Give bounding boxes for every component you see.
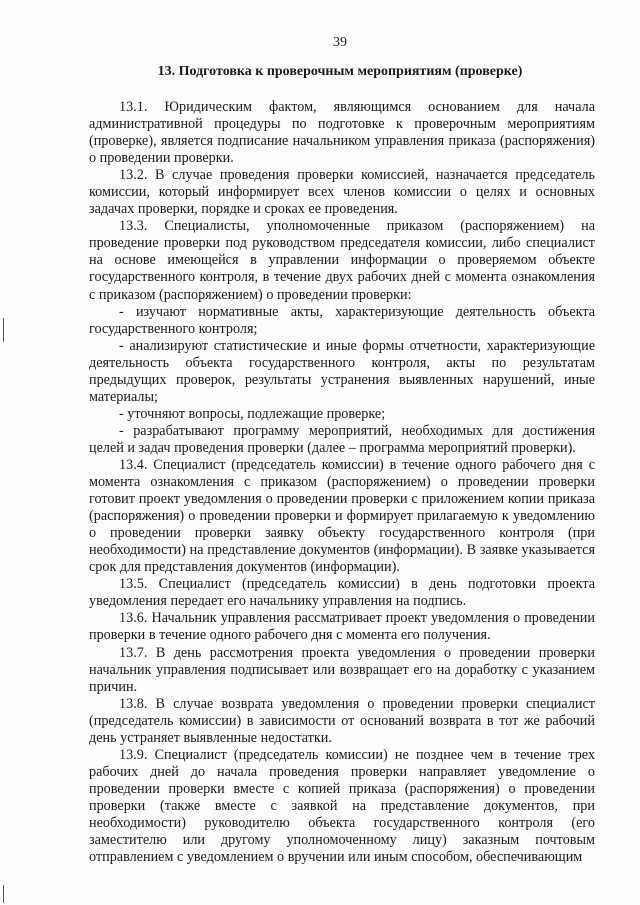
paragraph-13-9: 13.9. Специалист (председатель комиссии) не позднее чем в течение трех рабочих дней до начала проведения проверки направляет уведомление о проведении проверки вместе с копией приказа (распоряжения) о проведении проверки (также вместе с заявкой на представление документов, при необходимости) руководителю объекта государственного контроля (его заместителю или другому уполномоченному лицу) заказным почтовым отправлением с уведомлением о вручении или иным способом, обеспечивающим — [89, 746, 595, 866]
paragraph-13-4: 13.4. Специалист (председатель комиссии) в течение одного рабочего дня с момента ознакомления с приказом (распоряжением) о проведении проверки готовит проект уведомления о проведении проверки с приложением копии приказа (распоряжения) о проведении проверки и формирует прилагаемую к уведомлению о проведении проверки заявку объекту государственного контроля (при необходимости) на представление документов (информации). В заявке указывается срок для представления документов (информации). — [89, 456, 595, 576]
section-title: 13. Подготовка к проверочным мероприятиям (проверке) — [157, 64, 523, 79]
list-item-develop-program: - разрабатывают программу мероприятий, необходимых для достижения целей и задач проведения проверки (далее – программа мероприятий проверки). — [89, 422, 595, 456]
list-item-study-acts: - изучают нормативные акты, характеризующие деятельность объекта государственного контроля; — [89, 303, 595, 337]
scan-edge-mark — [3, 885, 4, 903]
paragraph-13-2: 13.2. В случае проведения проверки комиссией, назначается председатель комиссии, который информирует всех членов комиссии о целях и основных задачах проверки, порядке и сроках ее проведения. — [89, 167, 595, 218]
paragraph-13-3: 13.3. Специалисты, уполномоченные приказом (распоряжением) на проведение проверки под руководством председателя комиссии, либо специалист на основе имеющейся в управлении информации о проверяемом объекте государственного контроля, в течение двух рабочих дней с момента ознакомления с приказом (распоряжением) о проведении проверки: — [89, 218, 595, 303]
body-text — [89, 99, 595, 866]
page-number: 39 — [333, 35, 347, 50]
paragraph-13-7: 13.7. В день рассмотрения проекта уведомления о проведении проверки начальник управления подписывает или возвращает его на доработку с указанием причин. — [89, 644, 595, 695]
scan-edge-mark — [3, 318, 4, 342]
paragraph-13-1: 13.1. Юридическим фактом, являющимся основанием для начала административной процедуры по подготовке к проверочным мероприятиям (проверке), является подписание начальником управления приказа (распоряжения) о проведении проверки. — [89, 99, 595, 167]
paragraph-13-6: 13.6. Начальник управления рассматривает проект уведомления о проведении проверки в течение одного рабочего дня с момента его получения. — [89, 610, 595, 644]
paragraph-13-8: 13.8. В случае возврата уведомления о проведении проверки специалист (председатель комиссии) в зависимости от оснований возврата в тот же рабочий день устраняет выявленные недостатки. — [89, 695, 595, 746]
list-item-analyze-reports: - анализируют статистические и иные формы отчетности, характеризующие деятельность объекта государственного контроля, акты по результатам предыдущих проверок, результаты устранения выявленных нарушений, иные материалы; — [89, 337, 595, 405]
paragraph-13-5: 13.5. Специалист (председатель комиссии) в день подготовки проекта уведомления передает его начальнику управления на подпись. — [89, 576, 595, 610]
list-item-clarify-questions: - уточняют вопросы, подлежащие проверке; — [119, 405, 386, 422]
